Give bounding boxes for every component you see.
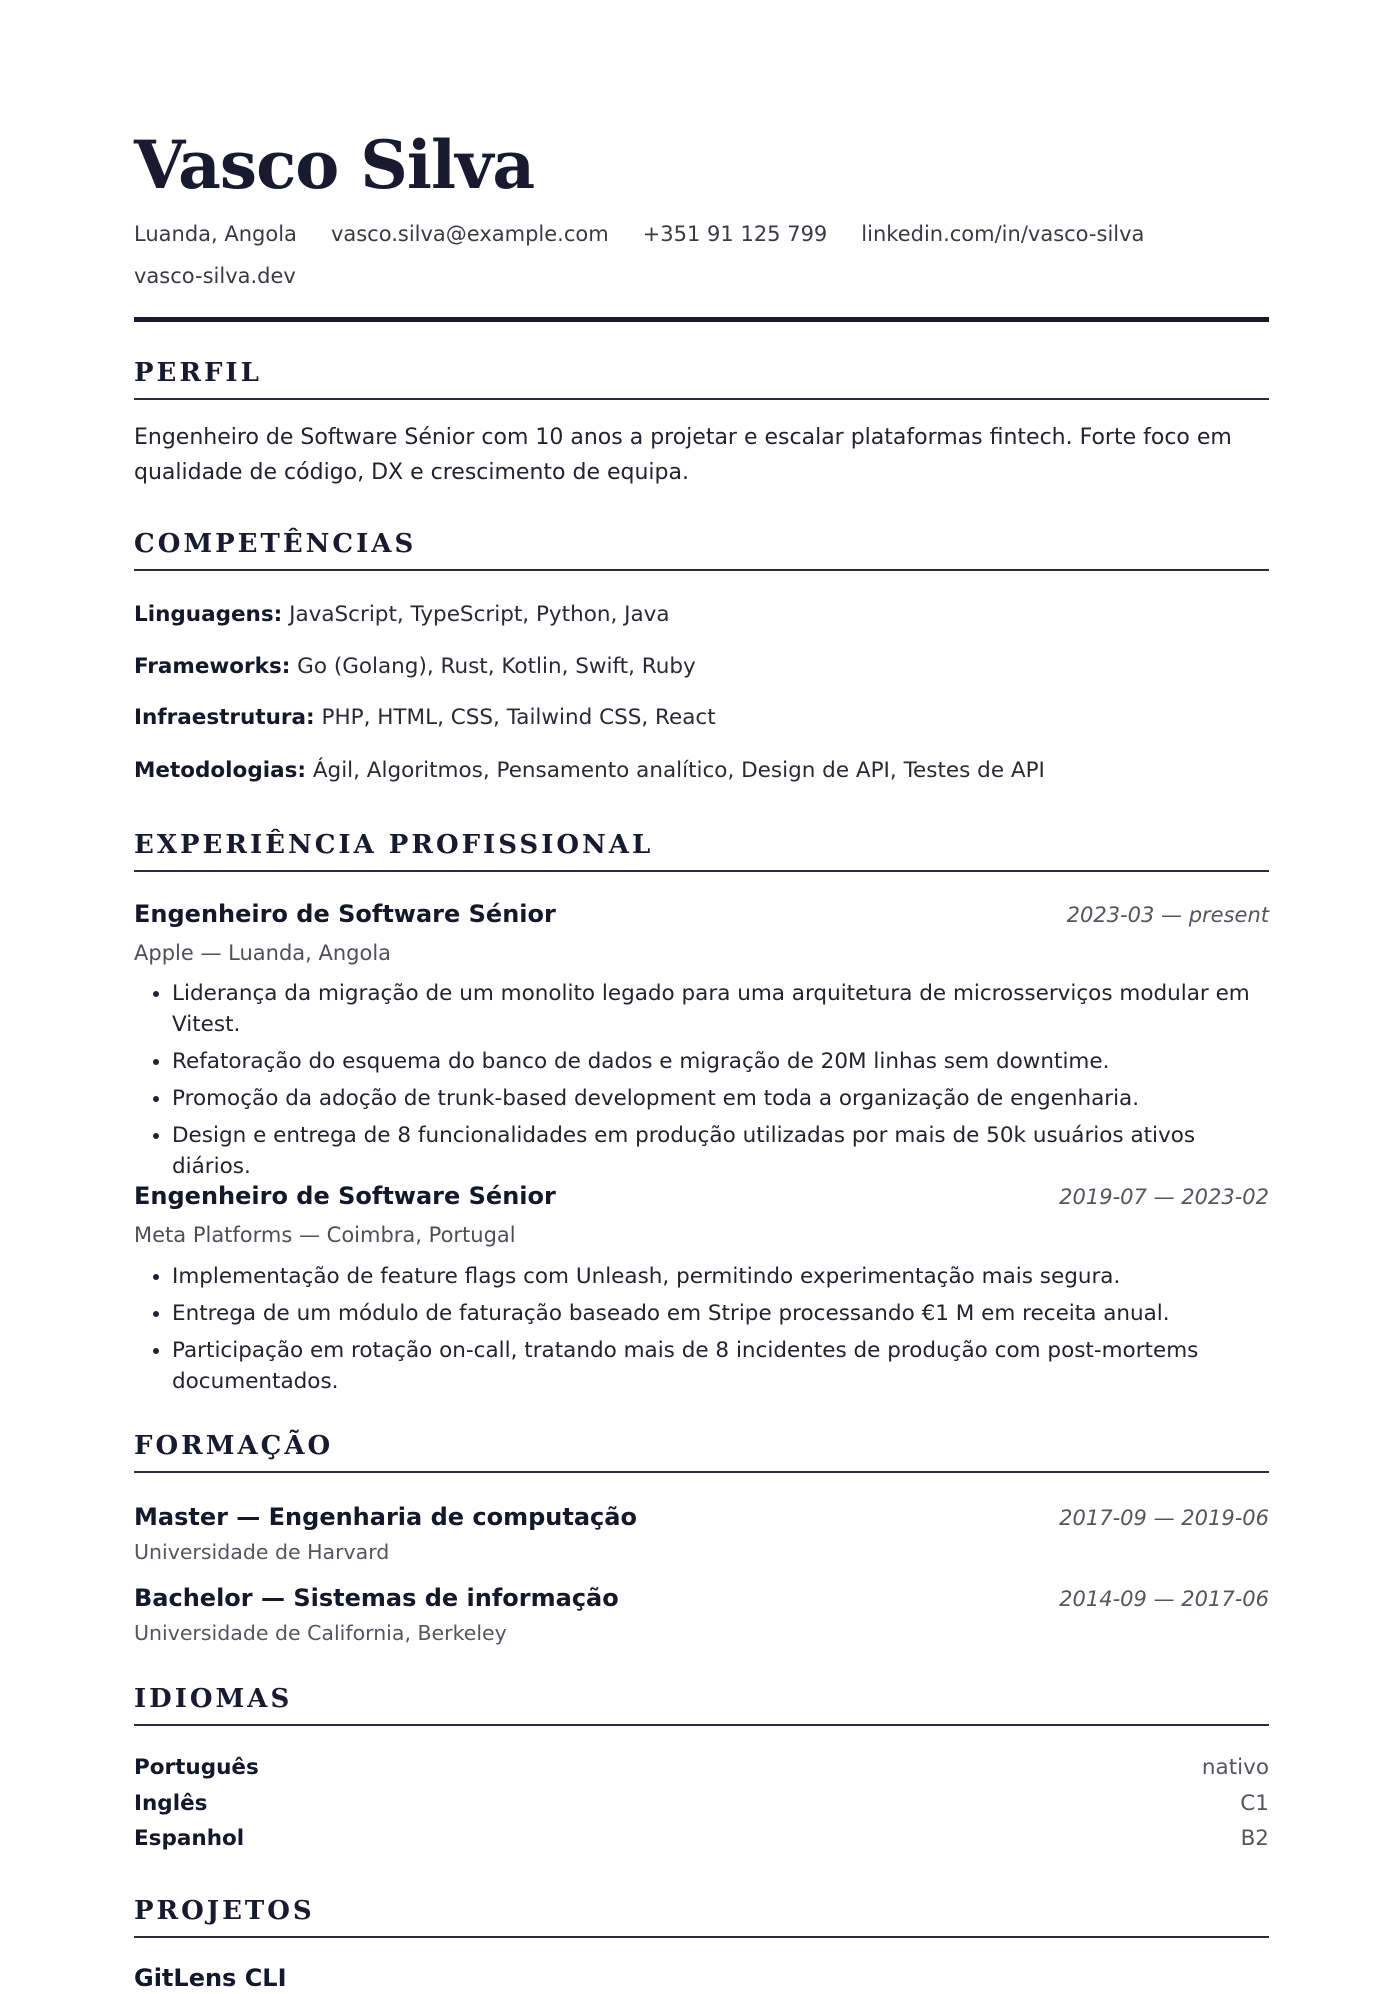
- education-school: Universidade de Harvard: [134, 1540, 390, 1564]
- list-item: • Design e entrega de 8 funcionalidades em produção utilizadas por mais de 50k usuários ativos diários.: [172, 1120, 1269, 1182]
- skill-row: [134, 703, 1269, 733]
- list-item: • Refatoração do esquema do banco de dados e migração de 20M linhas sem downtime.: [172, 1046, 1269, 1077]
- list-item: • Implementação de feature flags com Unleash, permitindo experimentação mais segura.: [172, 1261, 1269, 1292]
- skill-value: JavaScript, TypeScript, Python, Java: [282, 602, 670, 627]
- contact-website[interactable]: vasco-silva.dev: [134, 264, 296, 288]
- job-dates: 2019-07 — 2023-02: [1059, 1185, 1269, 1209]
- section-title-projects: PROJETOS: [134, 1894, 1269, 1938]
- header-divider: [134, 317, 1269, 322]
- job-header: [134, 898, 1269, 930]
- language-name: Português: [134, 1755, 259, 1780]
- skill-row: [134, 652, 1269, 682]
- job-company: Apple — Luanda, Angola: [134, 941, 392, 965]
- section-title-profile: PERFIL: [134, 356, 1269, 400]
- skill-label: Infraestrutura:: [134, 705, 315, 730]
- language-row: [134, 1826, 1269, 1851]
- language-name: Espanhol: [134, 1826, 245, 1851]
- skill-label: Linguagens:: [134, 602, 283, 627]
- education-header: [134, 1582, 1269, 1614]
- job-company: Meta Platforms — Coimbra, Portugal: [134, 1223, 516, 1247]
- language-name: Inglês: [134, 1791, 208, 1816]
- education-dates: 2017-09 — 2019-06: [1059, 1506, 1269, 1530]
- skill-value: PHP, HTML, CSS, Tailwind CSS, React: [314, 705, 716, 730]
- language-level: B2: [1240, 1826, 1269, 1851]
- list-item: • Liderança da migração de um monolito legado para uma arquitetura de microsserviços modular em Vitest.: [172, 978, 1269, 1040]
- skill-value: Ágil, Algoritmos, Pensamento analítico, Design de API, Testes de API: [306, 758, 1045, 783]
- skill-value: Go (Golang), Rust, Kotlin, Swift, Ruby: [290, 654, 696, 679]
- job-title: Engenheiro de Software Sénior: [134, 1182, 556, 1210]
- education-header: [134, 1501, 1269, 1533]
- job-header: [134, 1180, 1269, 1212]
- contact-phone[interactable]: +351 91 125 799: [642, 222, 828, 246]
- profile-summary: Engenheiro de Software Sénior com 10 anos a projetar e escalar plataformas fintech. Forte foco em qualidade de código, DX e crescimento de equipa.: [134, 425, 1232, 485]
- contact-location: Luanda, Angola: [134, 222, 297, 246]
- list-item: • Entrega de um módulo de faturação baseado em Stripe processando €1 M em receita anual.: [172, 1298, 1269, 1329]
- list-item: • Participação em rotação on-call, tratando mais de 8 incidentes de produção com post-mortems documentados.: [172, 1335, 1269, 1397]
- project-name: GitLens CLI: [134, 1964, 287, 1992]
- contact-linkedin[interactable]: linkedin.com/in/vasco-silva: [861, 222, 1145, 246]
- education-degree: Master — Engenharia de computação: [134, 1503, 637, 1531]
- section-title-languages: IDIOMAS: [134, 1682, 1269, 1726]
- language-level: C1: [1240, 1791, 1269, 1816]
- contact-email[interactable]: vasco.silva@example.com: [330, 222, 609, 246]
- education-dates: 2014-09 — 2017-06: [1059, 1587, 1269, 1611]
- education-degree: Bachelor — Sistemas de informação: [134, 1584, 619, 1612]
- language-row: [134, 1791, 1269, 1816]
- language-level: nativo: [1201, 1755, 1269, 1780]
- skill-row: [134, 600, 1269, 630]
- education-school: Universidade de California, Berkeley: [134, 1621, 507, 1645]
- job-title: Engenheiro de Software Sénior: [134, 900, 556, 928]
- job-bullets: [134, 978, 1269, 1188]
- candidate-name: Vasco Silva: [134, 126, 535, 204]
- section-title-education: FORMAÇÃO: [134, 1429, 1269, 1473]
- job-dates: 2023-03 — present: [1066, 903, 1269, 927]
- section-title-experience: EXPERIÊNCIA PROFISSIONAL: [134, 828, 1269, 872]
- section-title-skills: COMPETÊNCIAS: [134, 527, 1269, 571]
- list-item: • Promoção da adoção de trunk-based development em toda a organização de engenharia.: [172, 1083, 1269, 1114]
- skill-label: Metodologias:: [134, 758, 306, 783]
- skill-row: [134, 756, 1269, 786]
- skill-label: Frameworks:: [134, 654, 291, 679]
- contact-info: [134, 221, 1269, 289]
- language-row: [134, 1755, 1269, 1780]
- job-bullets: [134, 1261, 1269, 1403]
